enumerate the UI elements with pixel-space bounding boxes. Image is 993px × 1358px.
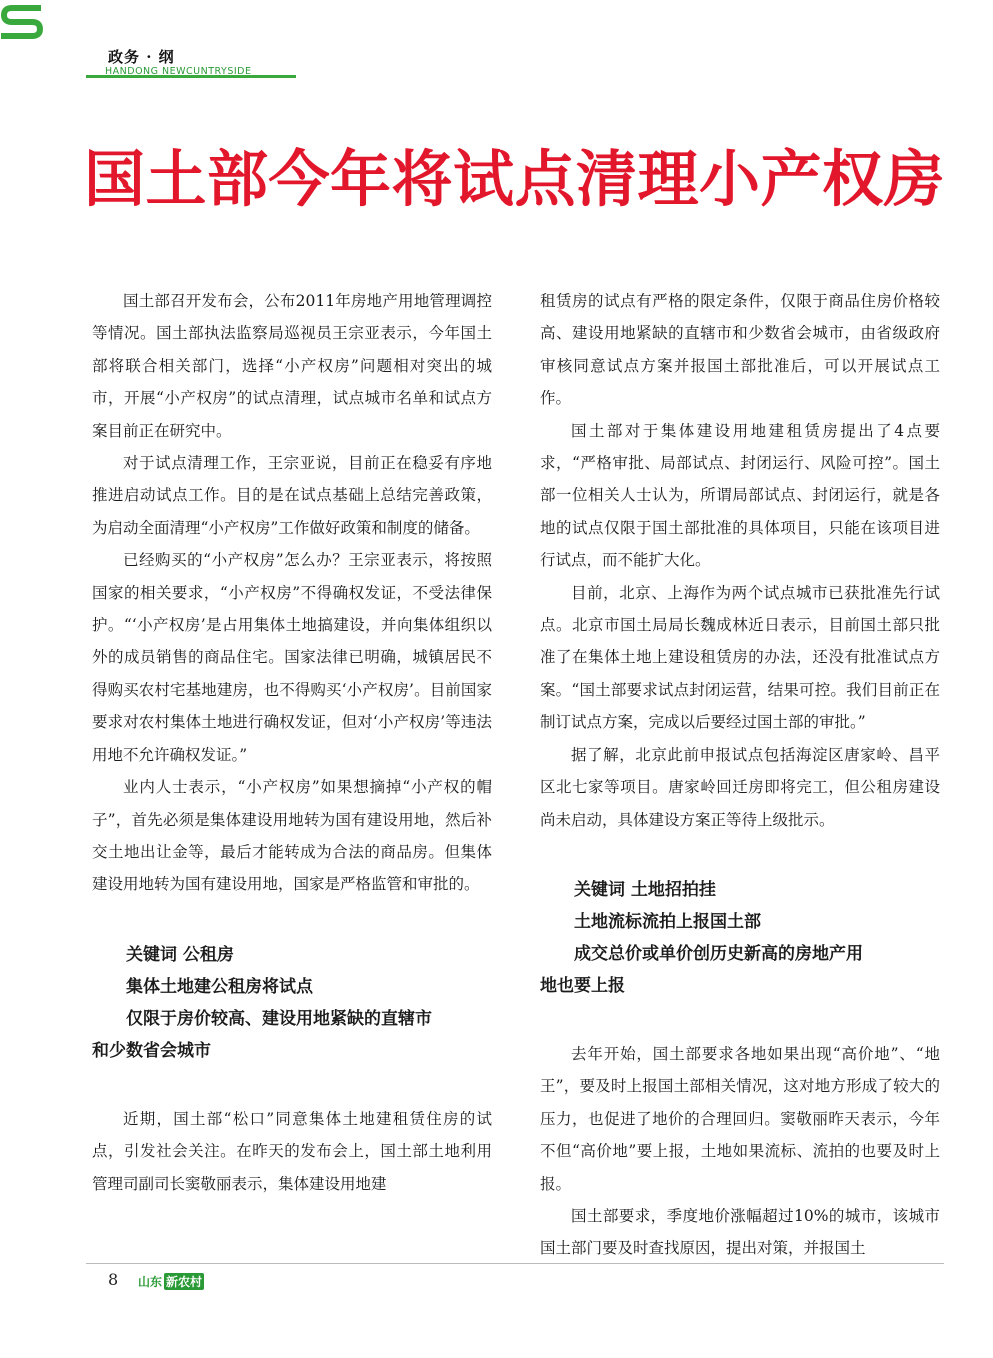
paragraph: 去年开始，国土部要求各地如果出现“高价地”、“地王”，要及时上报国土部相关情况，这对地方形成了较大的压力，也促进了地价的合理回归。窦敬丽昨天表示，今年不但“高价地”要上报，土地如果流标、流拍的也要及时上报。 [540,1044,940,1193]
headline: 国土部今年将试点清理小产权房 [84,144,946,215]
footer-logo-box: 新农村 [166,1275,203,1289]
paragraph: 业内人士表示，“小产权房”如果想摘掉“小产权的帽子”，首先必须是集体建设用地转为国有建设用地，然后补交土地出让金等，最后才能转成为合法的商品房。但集体建设用地转为国有建设用地，国家是严格监管和审批的。 [92,778,492,894]
paragraph: 租赁房的试点有严格的限定条件，仅限于商品住房价格较高、建设用地紧缺的直辖市和少数省会城市，由省级政府审核同意试点方案并报国土部批准后，可以开展试点工作。 [540,292,940,408]
section-title: 政务 · 纲 [108,48,175,66]
paragraph: 近期，国土部“松口”同意集体土地建租赁住房的试点，引发社会关注。在昨天的发布会上，国土部土地利用管理司副司长窦敬丽表示，集体建设用地建 [92,1109,492,1193]
keyword-heading: 关键词 土地招拍挂 [574,879,716,900]
keyword-subheading: 成交总价或单价创历史新高的房地产用 [574,943,863,964]
paragraph: 国土部对于集体建设用地建租赁房提出了4点要求，“严格审批、局部试点、封闭运行、风险可控”。国土部一位相关人士认为，所谓局部试点、封闭运行，就是各地的试点仅限于国土部批准的具体项目，只能在该项目进行试点，而不能扩大化。 [540,421,940,570]
masthead-english: HANDONG NEWCUNTRYSIDE [105,66,252,77]
keyword-subheading: 和少数省会城市 [92,1040,211,1061]
article-column-right [540,285,940,1265]
paragraph: 目前，北京、上海作为两个试点城市已获批准先行试点。北京市国土局局长魏成林近日表示，目前国土部只批准了在集体土地上建设租赁房的办法，还没有批准试点方案。“国土部要求试点封闭运营，结果可控。我们目前正在制订试点方案，完成以后要经过国土部的审批。” [540,583,940,732]
footer-rule [86,1263,944,1264]
keyword-block [92,939,492,1067]
paragraph: 对于试点清理工作，王宗亚说，目前正在稳妥有序地推进启动试点工作。目的是在试点基础上总结完善政策，为启动全面清理“小产权房”工作做好政策和制度的储备。 [92,454,492,537]
keyword-block [540,874,940,1002]
keyword-subheading: 集体土地建公租房将试点 [126,976,313,997]
masthead-s-logo [0,2,44,42]
keyword-subheading: 地也要上报 [540,975,625,996]
footer-logo [138,1273,204,1290]
keyword-subheading: 土地流标流拍上报国土部 [574,911,761,932]
paragraph: 国土部要求，季度地价涨幅超过10%的城市，该城市国土部门要及时查找原因，提出对策，并报国土 [540,1206,940,1258]
paragraph: 国土部召开发布会，公布2011年房地产用地管理调控等情况。国土部执法监察局巡视员王宗亚表示，今年国土部将联合相关部门，选择“小产权房”问题相对突出的城市，开展“小产权房”的试点清理，试点城市名单和试点方案目前正在研究中。 [92,292,492,440]
keyword-heading: 关键词 公租房 [126,944,234,965]
footer-logo-text: 山东 [138,1275,163,1289]
article-column-left [92,285,492,1200]
page-number: 8 [108,1270,119,1289]
keyword-subheading: 仅限于房价较高、建设用地紧缺的直辖市 [126,1008,432,1029]
paragraph: 据了解，北京此前申报试点包括海淀区唐家岭、昌平区北七家等项目。唐家岭回迁房即将完工，但公租房建设尚未启动，具体建设方案正等待上级批示。 [540,745,940,829]
paragraph: 已经购买的“小产权房”怎么办？王宗亚表示，将按照国家的相关要求，“小产权房”不得确权发证，不受法律保护。“‘小产权房’是占用集体土地搞建设，并向集体组织以外的成员销售的商品住宅。国家法律已明确，城镇居民不得购买农村宅基地建房，也不得购买‘小产权房’。目前国家要求对农村集体土地进行确权发证，但对‘小产权房’等违法用地不允许确权发证。” [92,551,492,764]
